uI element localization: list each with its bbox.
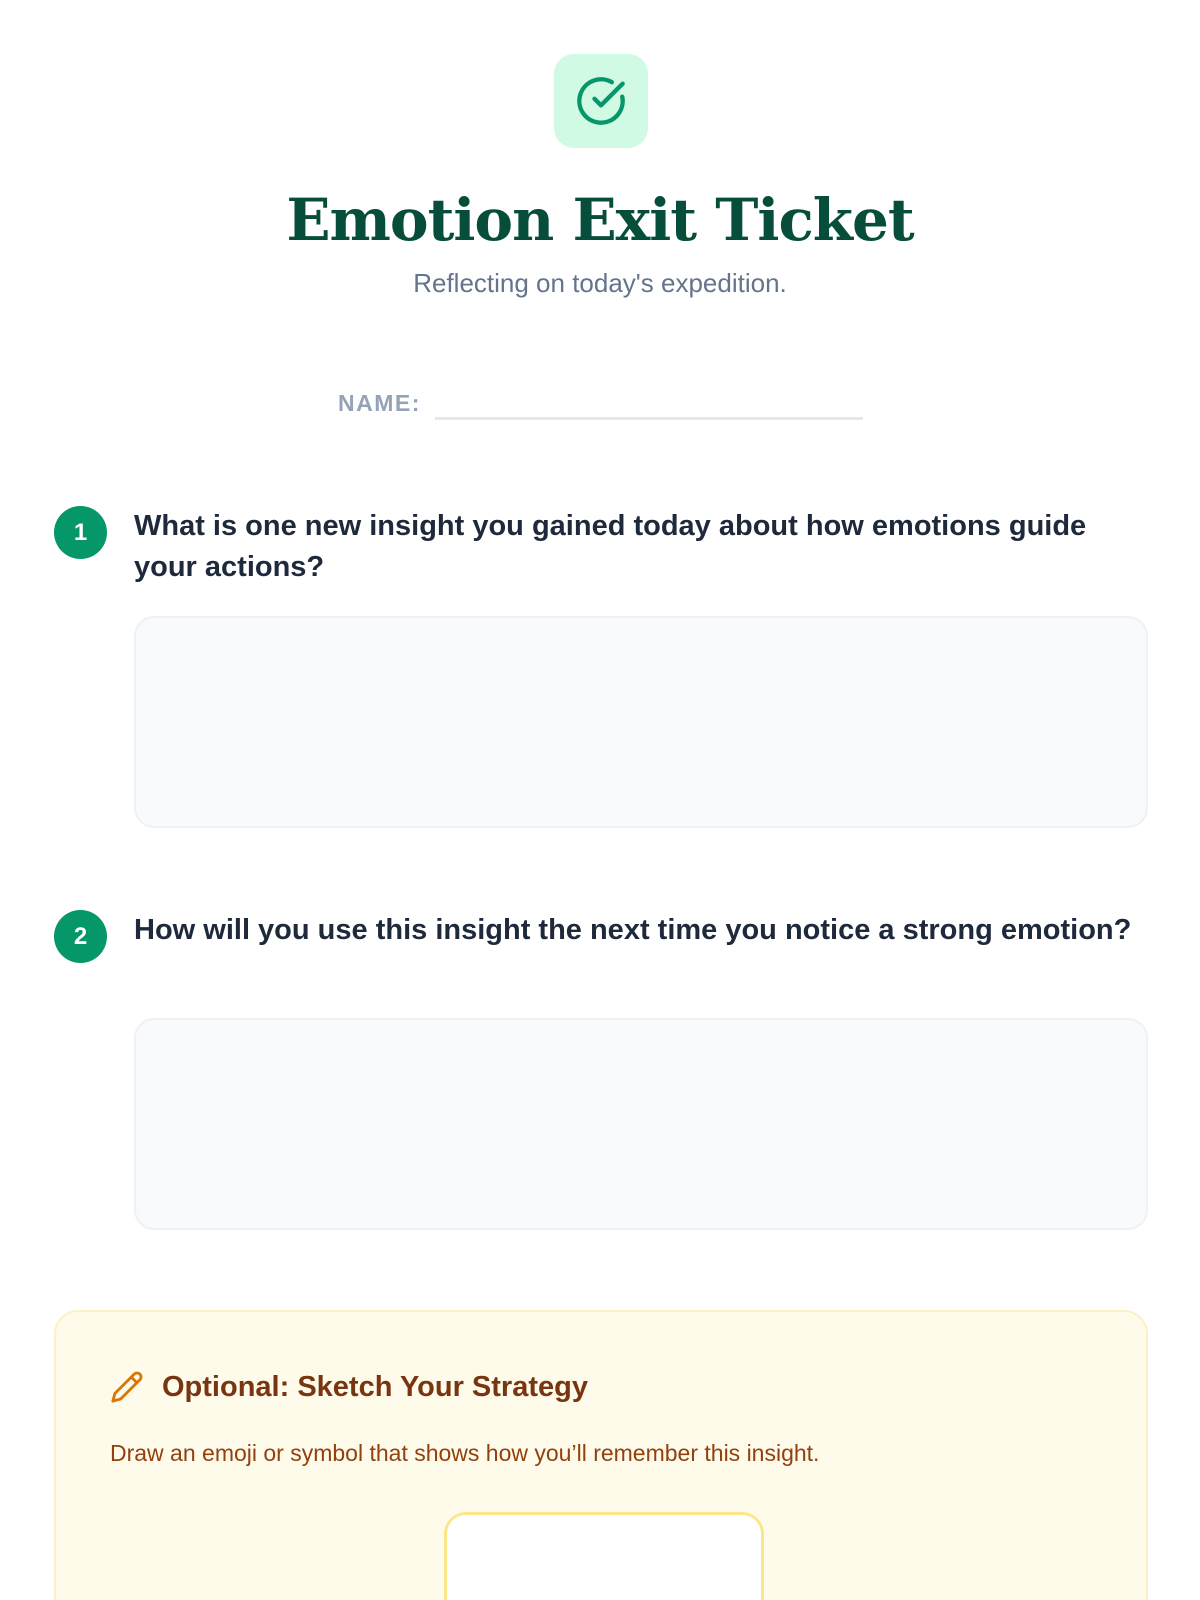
answer-field-1[interactable] bbox=[134, 616, 1148, 828]
answer-field-2[interactable] bbox=[134, 1018, 1148, 1230]
check-circle-icon bbox=[554, 54, 648, 148]
sketch-canvas[interactable] bbox=[444, 1512, 764, 1600]
question-text: What is one new insight you gained today about how emotions guide your actions? bbox=[134, 510, 1087, 583]
name-row bbox=[338, 386, 863, 420]
sketch-section bbox=[54, 1310, 1148, 1600]
question-text: How will you use this insight the next time you notice a strong emotion? bbox=[134, 914, 1132, 946]
sketch-title: Optional: Sketch Your Strategy bbox=[162, 1370, 588, 1403]
question-number-badge: 2 bbox=[54, 910, 107, 963]
page-subtitle: Reflecting on today's expedition. bbox=[413, 268, 787, 298]
page-title: Emotion Exit Ticket bbox=[286, 186, 914, 254]
question-number-badge: 1 bbox=[54, 506, 107, 559]
sketch-header bbox=[110, 1370, 588, 1404]
name-input[interactable] bbox=[435, 386, 863, 420]
name-label: NAME: bbox=[338, 390, 421, 416]
sketch-description: Draw an emoji or symbol that shows how you’ll remember this insight. bbox=[110, 1440, 820, 1466]
pencil-icon bbox=[110, 1370, 144, 1404]
